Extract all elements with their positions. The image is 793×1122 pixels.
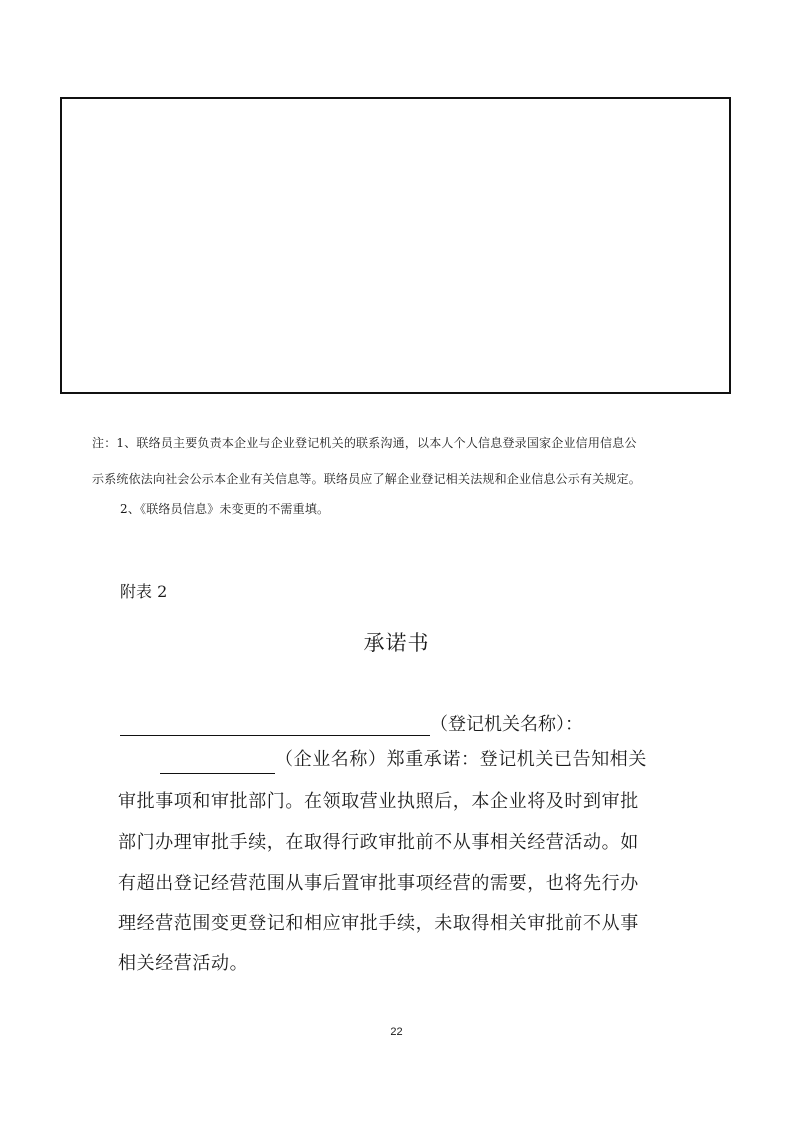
commitment-line-3: 有超出登记经营范围从事后置审批事项经营的需要，也将先行办 bbox=[118, 873, 639, 894]
addressee-suffix: （登记机关名称）： bbox=[430, 714, 583, 735]
addressee-row bbox=[120, 706, 583, 736]
note-line-3: 2、《联络员信息》未变更的不需重填。 bbox=[120, 502, 330, 516]
commitment-line-4: 理经营范围变更登记和相应审批手续，未取得相关审批前不从事 bbox=[118, 913, 639, 934]
company-suffix: （企业名称）郑重承诺：登记机关已告知相关 bbox=[275, 749, 647, 770]
commitment-line-1: 审批事项和审批部门。在领取营业执照后，本企业将及时到审批 bbox=[118, 791, 639, 812]
commitment-line-2: 部门办理审批手续，在取得行政审批前不从事相关经营活动。如 bbox=[118, 832, 639, 853]
appendix-label: 附表 2 bbox=[120, 582, 168, 601]
note-line-1: 注：1、联络员主要负责本企业与企业登记机关的联系沟通，以本人个人信息登录国家企业信用信息公 bbox=[92, 436, 637, 450]
form-table-frame bbox=[60, 97, 731, 394]
company-row bbox=[160, 746, 647, 774]
commitment-line-5: 相关经营活动。 bbox=[118, 953, 249, 974]
note-line-2: 示系统依法向社会公示本企业有关信息等。联络员应了解企业登记相关法规和企业信息公示有关规定。 bbox=[92, 472, 642, 486]
registration-authority-blank[interactable] bbox=[120, 713, 430, 736]
company-name-blank[interactable] bbox=[160, 751, 275, 774]
commitment-title: 承诺书 bbox=[363, 631, 430, 655]
page-number: 22 bbox=[390, 1026, 403, 1038]
